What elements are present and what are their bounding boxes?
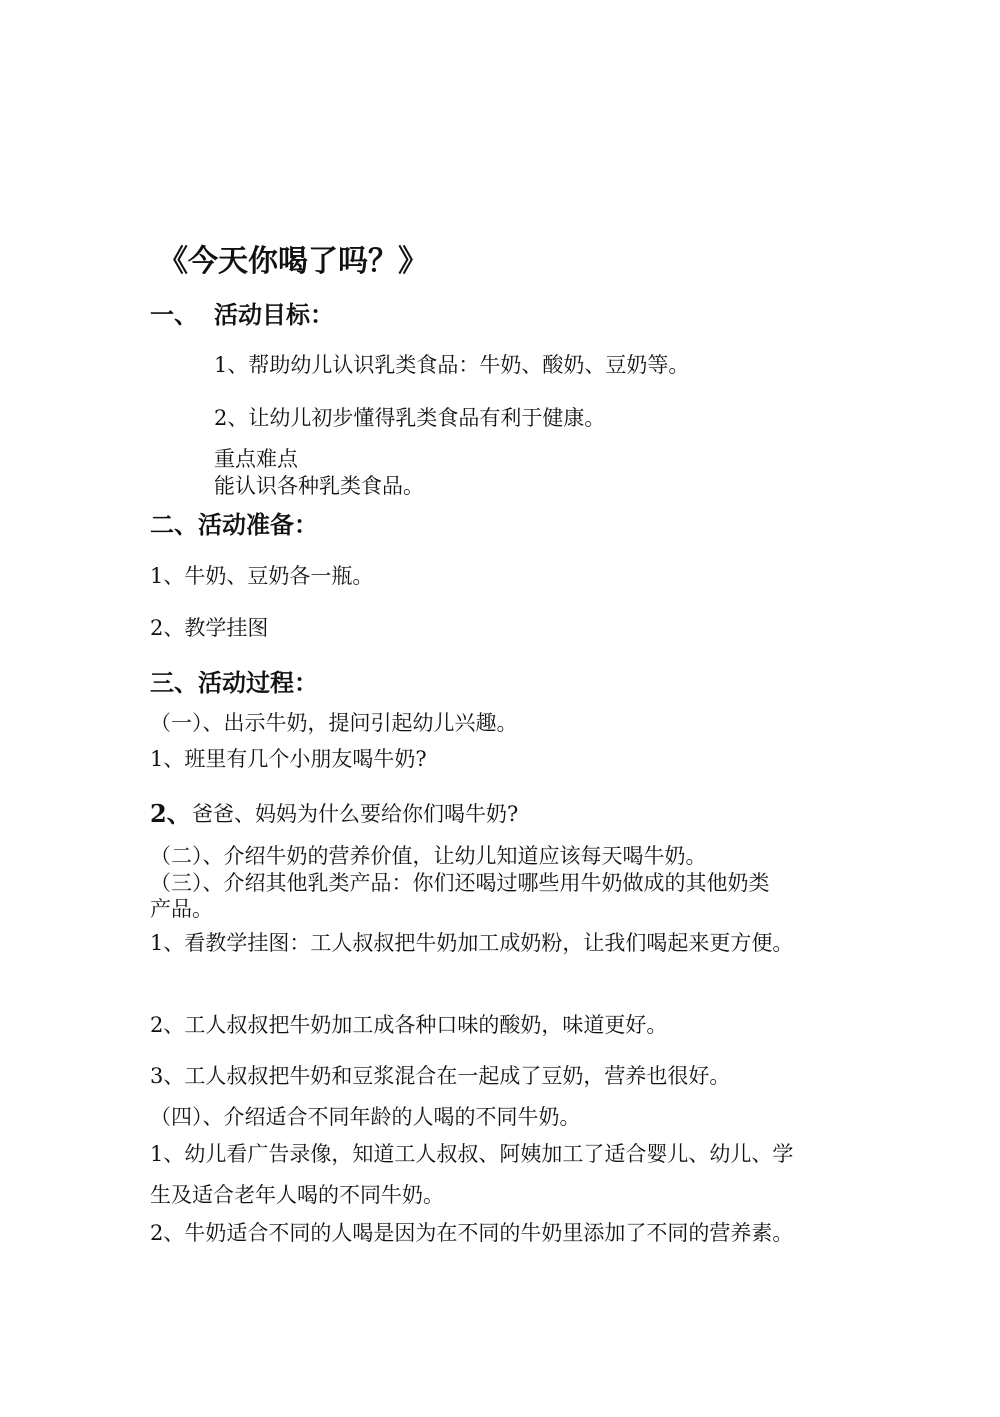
key-point-text: 能认识各种乳类食品。 <box>214 474 424 498</box>
age-item-1-line-1: 1、幼儿看广告录像，知道工人叔叔、阿姨加工了适合婴儿、幼儿、学 <box>150 1142 794 1166</box>
product-item-2: 2、工人叔叔把牛奶加工成各种口味的酸奶，味道更好。 <box>150 1013 668 1037</box>
section-3-heading: 三、活动过程： <box>150 668 318 697</box>
process-part-1: （一）、出示牛奶，提问引起幼儿兴趣。 <box>150 711 518 735</box>
prep-item-2: 2、教学挂图 <box>150 616 269 640</box>
question-2-text: 爸爸、妈妈为什么要给你们喝牛奶? <box>192 802 519 826</box>
product-item-1: 1、看教学挂图：工人叔叔把牛奶加工成奶粉，让我们喝起来更方便。 <box>150 931 794 955</box>
question-1: 1、班里有几个小朋友喝牛奶? <box>150 747 427 771</box>
question-2-number: 2、 <box>150 799 191 828</box>
section-1-heading: 活动目标： <box>214 300 334 329</box>
age-item-2: 2、牛奶适合不同的人喝是因为在不同的牛奶里添加了不同的营养素。 <box>150 1221 794 1245</box>
product-item-3: 3、工人叔叔把牛奶和豆浆混合在一起成了豆奶，营养也很好。 <box>150 1064 731 1088</box>
goal-item-2: 2、让幼儿初步懂得乳类食品有利于健康。 <box>214 406 606 430</box>
process-part-2: （二）、介绍牛奶的营养价值，让幼儿知道应该每天喝牛奶。 <box>150 844 707 868</box>
document-title: 《今天你喝了吗？》 <box>158 244 428 279</box>
prep-item-1: 1、牛奶、豆奶各一瓶。 <box>150 564 374 588</box>
process-part-3-line-1: （三）、介绍其他乳类产品：你们还喝过哪些用牛奶做成的其他奶类 <box>150 871 770 895</box>
section-1-heading-number: 一、 <box>150 300 198 329</box>
key-point-label: 重点难点 <box>214 447 298 471</box>
process-part-3-line-2: 产品。 <box>150 897 213 921</box>
section-2-heading: 二、活动准备： <box>150 510 318 539</box>
age-item-1-line-2: 生及适合老年人喝的不同牛奶。 <box>150 1183 444 1207</box>
goal-item-1: 1、帮助幼儿认识乳类食品：牛奶、酸奶、豆奶等。 <box>214 353 690 377</box>
process-part-4: （四）、介绍适合不同年龄的人喝的不同牛奶。 <box>150 1105 581 1129</box>
